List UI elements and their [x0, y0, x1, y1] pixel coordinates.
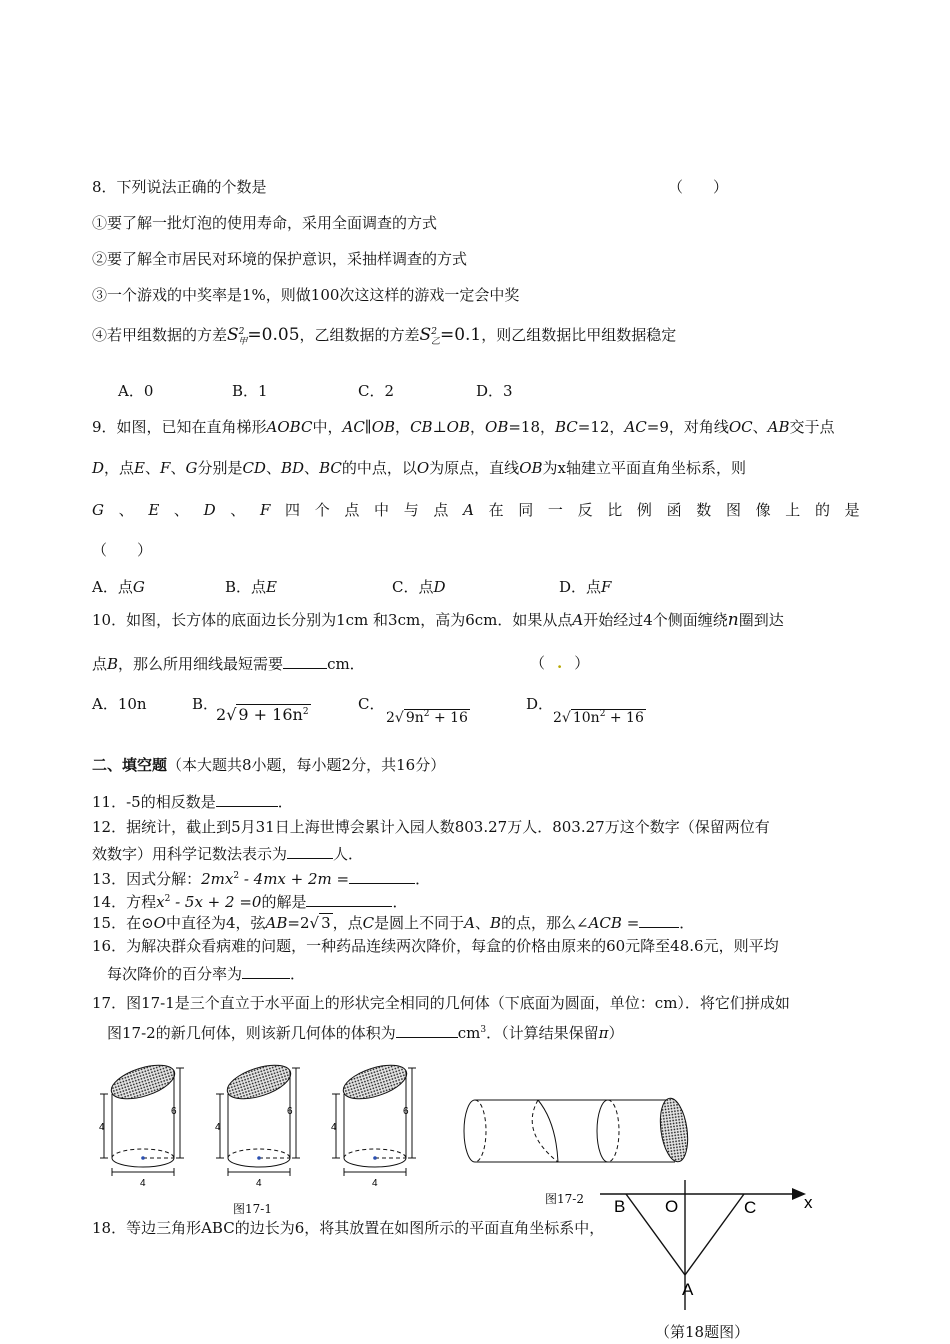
point-label-b: B: [614, 1197, 626, 1216]
q9-line-3-token: 中: [374, 501, 390, 519]
figure-17-2: [460, 1092, 700, 1172]
q11: 11．-5的相反数是 ．: [92, 793, 293, 811]
q9-line-3-token: 在: [488, 501, 504, 519]
q9-answer-paren: （ ）: [92, 541, 153, 559]
q11-answer-blank[interactable]: [216, 791, 278, 807]
q10-option-b-expr: 2√ $9 + 16n^2$: [216, 705, 309, 724]
q8-stem: 8．下列说法正确的个数是: [92, 178, 267, 196]
q10-answer-blank[interactable]: [283, 653, 327, 669]
triangle-side-ca: [685, 1194, 744, 1275]
q17-line-2: 图17-2的新几何体，则该新几何体的体积为 $cm^3$．（计算结果保留π）: [107, 1024, 624, 1042]
q10-line-2: 点B，那么所用细线最短需要 cm．: [92, 655, 365, 673]
cylinder-cut-3: [332, 1058, 416, 1176]
q9-line-3-token: 四: [285, 501, 301, 519]
point-label-o: O: [665, 1197, 679, 1216]
section-2-heading: 二、填空题（本大题共8小题，每小题2分，共16分）: [92, 756, 446, 774]
q9-line-3-token: G: [92, 501, 104, 519]
figure-17-2-caption: 图17-2: [545, 1192, 584, 1206]
q9-line-3-token: 点: [344, 501, 360, 519]
q9-line-3-token: F: [259, 501, 271, 519]
q9-line-3-token: 数: [696, 501, 712, 519]
fig17-1-dim-right-2: 6: [287, 1106, 293, 1117]
q9-line-3-token: 图: [725, 501, 741, 519]
q8-option-d: D．3: [476, 382, 513, 400]
figure-17-1-caption: 图17-1: [233, 1202, 272, 1216]
figure-17-1: [96, 1050, 426, 1195]
point-label-c: C: [744, 1198, 757, 1217]
q12-line-2: 效数字）用科学记数法表示为 人．: [92, 845, 364, 863]
fig17-1-dim-left-1: 4: [99, 1122, 105, 1133]
q9-line-3-token: 上: [785, 501, 801, 519]
q9-line-2: D，点E、F、G分别是CD、BD、BC的中点，以O为原点，直线OB为x轴建立平面直角坐标系，则: [92, 459, 746, 477]
q10-option-d-expr: 2√ $10n^2 + 16$: [553, 709, 644, 726]
q17-answer-blank[interactable]: [396, 1022, 458, 1038]
q16-line-2: 每次降价的百分率为 ．: [107, 965, 306, 983]
q16-line-1: 16．为解决群众看病难的问题，一种药品连续两次降价，每盒的价格由原来的60元降至48.6元，则平均: [92, 937, 779, 955]
q8-answer-paren: （ ）: [668, 178, 729, 196]
q9-option-b: B．点E: [225, 578, 277, 596]
q9-line-3-token: 函: [666, 501, 682, 519]
fig17-1-dim-bottom-2: 4: [256, 1178, 262, 1189]
q9-line-3-token: 反: [577, 501, 593, 519]
q8-option-b: B．1: [232, 382, 268, 400]
q10-option-c-label: C．: [358, 695, 385, 713]
q9-line-3-token: 个: [314, 501, 330, 519]
q9-line-3-token: A: [463, 501, 474, 519]
q8-item-2: ②要了解全市居民对环境的保护意识，采抽样调查的方式: [92, 250, 468, 268]
q8-item-4: ④若甲组数据的方差$S^2_甲=0.05$，乙组数据的方差$S^2_乙=0.1$，则乙组数据比甲组数据稳定: [92, 325, 677, 347]
fig17-1-dim-bottom-3: 4: [372, 1178, 378, 1189]
q12-line-1: 12．据统计，截止到5月31日上海世博会累计入园人数803.27万人．803.27万这个数字（保留两位有: [92, 818, 770, 836]
fig17-1-dim-right-1: 6: [171, 1106, 177, 1117]
q9-line-3-token: 一: [547, 501, 563, 519]
cylinder-cut-1: [100, 1058, 184, 1176]
q9-option-c: C．点D: [392, 578, 446, 596]
figure-18-coordinate-plane: [600, 1180, 830, 1320]
q15: 15．在⊙O中直径为4，弦AB=2√ 3 ，点C是圆上不同于A、B的点，那么∠ACB = ．: [92, 914, 695, 932]
q9-line-3: [92, 500, 860, 520]
q9-line-3-token: 、: [118, 501, 134, 519]
q12-answer-blank[interactable]: [287, 843, 333, 859]
q13-answer-blank[interactable]: [349, 868, 415, 884]
q9-line-3-token: 、: [230, 501, 246, 519]
q9-line-3-token: 的: [814, 501, 830, 519]
q9-line-3-token: 比: [607, 501, 623, 519]
q9-option-a: A．点G: [92, 578, 145, 596]
q10-line-1: 10．如图，长方体的底面边长分别为1cm 和3cm，高为6cm．如果从点A开始经过4个侧面缠绕n圈到达: [92, 610, 784, 630]
q10-answer-paren: （ . ）: [530, 654, 590, 672]
q10-option-c-expr: 2√ $9n^2 + 16$: [386, 709, 468, 726]
q14: 14．方程$x^2 - 5x + 2 =0$的解是 ．: [92, 893, 408, 911]
q9-line-3-token: 例: [636, 501, 652, 519]
fig17-1-dim-bottom-1: 4: [140, 1178, 146, 1189]
variance-yi: $S^2_乙$: [419, 325, 440, 347]
q10-option-b-label: B．: [192, 695, 219, 713]
q8-item-1: ①要了解一批灯泡的使用寿命，采用全面调查的方式: [92, 214, 438, 232]
q10-option-d-label: D．: [526, 695, 554, 713]
q15-answer-blank[interactable]: [639, 912, 679, 928]
fig17-1-dim-left-2: 4: [215, 1122, 221, 1133]
q8-option-a: A．0: [118, 382, 154, 400]
q16-answer-blank[interactable]: [242, 963, 290, 979]
q9-line-3-token: 、: [173, 501, 189, 519]
point-label-a: A: [682, 1280, 694, 1299]
q17-line-1: 17．图17-1是三个直立于水平面上的形状完全相同的几何体（下底面为圆面，单位：cm）．将它们拼成如: [92, 994, 790, 1012]
q9-line-3-token: D: [203, 501, 216, 519]
q9-line-3-token: 点: [433, 501, 449, 519]
q9-line-3-token: 是: [844, 501, 860, 519]
q9-line-3-token: 与: [403, 501, 419, 519]
figure-18-caption: （第18题图）: [655, 1323, 750, 1341]
q8-item-3: ③一个游戏的中奖率是1%，则做100次这这样的游戏一定会中奖: [92, 286, 520, 304]
q14-answer-blank[interactable]: [306, 891, 392, 907]
q9-option-d: D．点F: [559, 578, 612, 596]
axis-label-x: x: [804, 1193, 813, 1212]
q10-option-a: A．10n: [92, 695, 147, 713]
q18: 18．等边三角形ABC的边长为6，将其放置在如图所示的平面直角坐标系中，: [92, 1219, 605, 1237]
cylinder-cut-2: [216, 1058, 300, 1176]
variance-jia: $S^2_甲$: [227, 325, 248, 347]
q13: 13．因式分解：$2mx^2 - 4mx + 2m$ = ．: [92, 870, 431, 888]
fig17-1-dim-left-3: 4: [331, 1122, 337, 1133]
fig17-1-dim-right-3: 6: [403, 1106, 409, 1117]
q9-line-1: 9．如图，已知在直角梯形AOBC中，AC∥OB，CB⊥OB，OB=18，BC=12，AC=9，对角线OC、AB交于点: [92, 418, 835, 436]
q9-line-3-token: E: [148, 501, 160, 519]
q9-line-3-token: 像: [755, 501, 771, 519]
q8-option-c: C．2: [358, 382, 395, 400]
q9-line-3-token: 同: [518, 501, 534, 519]
